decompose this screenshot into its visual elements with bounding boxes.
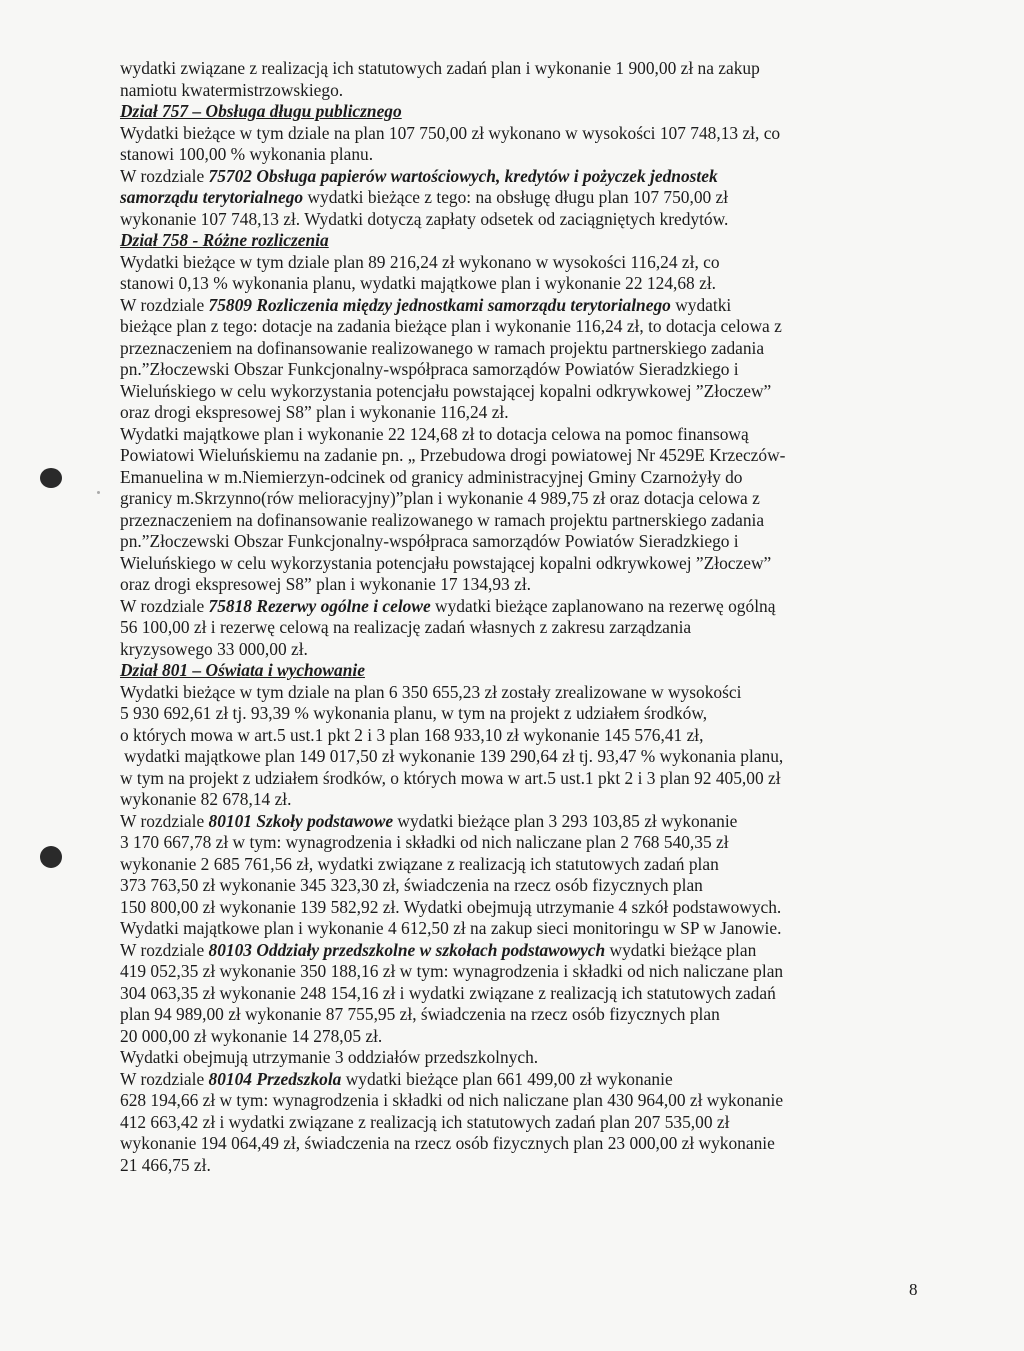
text-run: 56 100,00 zł i rezerwę celową na realizację zadań własnych z zakresu zarządzania — [120, 617, 692, 637]
text-run: pn.”Złoczewski Obszar Funkcjonalny-współpraca samorządów Powiatów Sieradzkiego i — [120, 531, 739, 551]
text-run: wydatki majątkowe plan 149 017,50 zł wykonanie 139 290,64 zł tj. 93,47 % wykonania planu, — [124, 746, 784, 766]
section-heading: Dział 801 – Oświata i wychowanie — [120, 660, 365, 680]
text-line — [120, 768, 920, 790]
text-line — [120, 273, 920, 295]
text-line — [120, 1133, 920, 1155]
text-line — [120, 746, 920, 768]
text-run: przeznaczeniem na dofinansowanie realizowanego w ramach projektu partnerskiego zadania — [120, 509, 765, 530]
chapter-title: samorządu terytorialnego — [120, 187, 304, 207]
chapter-title: 80101 Szkoły podstawowe — [208, 810, 394, 831]
text-run: wykonanie 82 678,14 zł. — [120, 789, 292, 809]
text-line — [120, 553, 920, 575]
text-run: 3 170 667,78 zł w tym: wynagrodzenia i składki od nich naliczane plan 2 768 540,35 zł — [120, 832, 729, 852]
scan-speck — [97, 491, 100, 494]
text-line — [120, 832, 920, 854]
punch-hole-top — [40, 468, 62, 488]
text-run: W rozdziale — [120, 810, 209, 831]
text-line — [120, 811, 920, 833]
text-run: przeznaczeniem na dofinansowanie realizowanego w ramach projektu partnerskiego zadania — [120, 337, 765, 358]
text-line — [120, 1047, 920, 1069]
chapter-title: 75702 Obsługa papierów wartościowych, kredytów i pożyczek jednostek — [208, 165, 718, 186]
text-run: bieżące plan z tego: dotacje na zadania bieżące plan i wykonanie 116,24 zł, to dotacja celowa z — [120, 316, 782, 336]
text-run: wydatki bieżące zaplanowano na rezerwę ogólną — [430, 595, 776, 616]
text-line — [120, 854, 920, 876]
document-body — [120, 58, 920, 1176]
text-line — [120, 682, 920, 704]
text-run: Wieluńskiego w celu wykorzystania potencjału powstającej kopalni odkrywkowej ”Złoczew” — [120, 552, 772, 573]
text-run: kryzysowego 33 000,00 zł. — [120, 638, 308, 659]
text-line — [120, 1026, 920, 1048]
text-line — [120, 123, 920, 145]
text-run: wykonanie 194 064,49 zł, świadczenia na rzecz osób fizycznych plan 23 000,00 zł wykonanie — [120, 1133, 775, 1153]
text-line — [120, 166, 920, 188]
punch-hole-bottom — [40, 846, 62, 868]
text-line — [120, 187, 920, 209]
text-run: wydatki bieżące plan 661 499,00 zł wykonanie — [341, 1068, 673, 1089]
text-line — [120, 467, 920, 489]
text-run: wydatki bieżące plan — [605, 939, 757, 960]
text-run: W rozdziale — [120, 595, 209, 616]
text-line — [120, 424, 920, 446]
text-line — [120, 940, 920, 962]
text-line — [120, 101, 920, 123]
text-run: 419 052,35 zł wykonanie 350 188,16 zł w tym: wynagrodzenia i składki od nich naliczane plan — [120, 961, 784, 981]
text-run: Emanuelina w m.Niemierzyn-odcinek od granicy administracyjnej Gminy Czarnożyły do — [120, 466, 743, 487]
text-line — [120, 531, 920, 553]
text-run: W rozdziale — [120, 1068, 209, 1089]
text-line — [120, 574, 920, 596]
text-run: wydatki bieżące z tego: na obsługę długu plan 107 750,00 zł — [303, 187, 729, 207]
text-run: Wydatki majątkowe plan i wykonanie 22 124,68 zł to dotacja celowa na pomoc finansową — [120, 423, 749, 444]
text-run: stanowi 100,00 % wykonania planu. — [120, 144, 374, 164]
text-run: wydatki — [670, 294, 732, 315]
text-line — [120, 725, 920, 747]
text-run: Wydatki bieżące w tym dziale na plan 6 350 655,23 zł zostały zrealizowane w wysokości — [120, 681, 742, 702]
text-line — [120, 144, 920, 166]
page-number: 8 — [909, 1280, 918, 1299]
text-line — [120, 596, 920, 618]
text-line — [120, 316, 920, 338]
text-run: 20 000,00 zł wykonanie 14 278,05 zł. — [120, 1025, 383, 1046]
text-line — [120, 402, 920, 424]
text-run: Powiatowi Wieluńskiemu na zadanie pn. „ Przebudowa drogi powiatowej Nr 4529E Krzeczów- — [120, 445, 786, 465]
text-line — [120, 359, 920, 381]
text-run: namiotu kwatermistrzowskiego. — [120, 79, 344, 100]
text-run: 412 663,42 zł i wydatki związane z realizacją ich statutowych zadań plan 207 535,00 zł — [120, 1111, 730, 1132]
text-run: W rozdziale — [120, 165, 209, 186]
text-run: Wydatki majątkowe plan i wykonanie 4 612,50 zł na zakup sieci monitoringu w SP w Janowie. — [120, 918, 782, 938]
text-run: o których mowa w art.5 ust.1 pkt 2 i 3 plan 168 933,10 zł wykonanie 145 576,41 zł, — [120, 724, 704, 745]
text-line — [120, 252, 920, 274]
text-run: wydatki związane z realizacją ich statutowych zadań plan i wykonanie 1 900,00 zł na zakup — [120, 58, 760, 78]
text-run: oraz drogi ekspresowej S8” plan i wykonanie 116,24 zł. — [120, 402, 509, 422]
text-run: stanowi 0,13 % wykonania planu, wydatki majątkowe plan i wykonanie 22 124,68 zł. — [120, 273, 716, 293]
text-run: w tym na projekt z udziałem środków, o których mowa w art.5 ust.1 pkt 2 i 3 plan 92 405,00 zł — [120, 767, 781, 788]
text-run: 150 800,00 zł wykonanie 139 582,92 zł. Wydatki obejmują utrzymanie 4 szkół podstawowych. — [120, 896, 782, 917]
text-line — [120, 58, 920, 80]
chapter-title: 80103 Oddziały przedszkolne w szkołach podstawowych — [208, 939, 606, 960]
text-line — [120, 80, 920, 102]
text-line — [120, 660, 920, 682]
text-run: Wydatki obejmują utrzymanie 3 oddziałów przedszkolnych. — [120, 1047, 539, 1067]
text-run: oraz drogi ekspresowej S8” plan i wykonanie 17 134,93 zł. — [120, 574, 531, 594]
text-run: pn.”Złoczewski Obszar Funkcjonalny-współpraca samorządów Powiatów Sieradzkiego i — [120, 359, 739, 379]
text-run: Wieluńskiego w celu wykorzystania potencjału powstającej kopalni odkrywkowej ”Złoczew” — [120, 380, 772, 401]
text-run: W rozdziale — [120, 294, 209, 315]
text-line — [120, 1069, 920, 1091]
text-run: wydatki bieżące plan 3 293 103,85 zł wykonanie — [393, 810, 738, 831]
text-line — [120, 617, 920, 639]
text-line — [120, 1004, 920, 1026]
text-line — [120, 381, 920, 403]
chapter-title: 75818 Rezerwy ogólne i celowe — [208, 595, 431, 616]
text-line — [120, 703, 920, 725]
text-line — [120, 1112, 920, 1134]
text-run: plan 94 989,00 zł wykonanie 87 755,95 zł, świadczenia na rzecz osób fizycznych plan — [120, 1004, 720, 1024]
text-line — [120, 897, 920, 919]
text-line — [120, 445, 920, 467]
text-line — [120, 338, 920, 360]
text-run: wykonanie 2 685 761,56 zł, wydatki związane z realizacją ich statutowych zadań plan — [120, 853, 719, 874]
text-line — [120, 295, 920, 317]
text-line — [120, 1155, 920, 1177]
text-line — [120, 639, 920, 661]
text-line — [120, 1090, 920, 1112]
text-line — [120, 918, 920, 940]
text-run: granicy m.Skrzynno(rów melioracyjny)”plan i wykonanie 4 989,75 zł oraz dotacja celowa z — [120, 488, 760, 508]
text-line — [120, 230, 920, 252]
text-line — [120, 209, 920, 231]
text-run: 5 930 692,61 zł tj. 93,39 % wykonania planu, w tym na projekt z udziałem środków, — [120, 703, 708, 723]
text-run: 21 466,75 zł. — [120, 1154, 211, 1175]
text-run: Wydatki bieżące w tym dziale plan 89 216,24 zł wykonano w wysokości 116,24 zł, co — [120, 251, 720, 272]
section-heading: Dział 757 – Obsługa długu publicznego — [120, 101, 402, 121]
text-line — [120, 961, 920, 983]
chapter-title: 75809 Rozliczenia między jednostkami samorządu terytorialnego — [208, 294, 671, 315]
text-run: W rozdziale — [120, 939, 209, 960]
chapter-title: 80104 Przedszkola — [208, 1068, 342, 1089]
text-line — [120, 875, 920, 897]
text-run: 628 194,66 zł w tym: wynagrodzenia i składki od nich naliczane plan 430 964,00 zł wykonanie — [120, 1090, 784, 1110]
text-run: wykonanie 107 748,13 zł. Wydatki dotyczą zapłaty odsetek od zaciągniętych kredytów. — [120, 208, 729, 229]
text-line — [120, 789, 920, 811]
text-line — [120, 510, 920, 532]
text-run: Wydatki bieżące w tym dziale na plan 107 750,00 zł wykonano w wysokości 107 748,13 zł, co — [120, 122, 781, 143]
text-run: 304 063,35 zł wykonanie 248 154,16 zł i wydatki związane z realizacją ich statutowych zadań — [120, 982, 776, 1003]
section-heading: Dział 758 - Różne rozliczenia — [120, 230, 329, 250]
text-run: 373 763,50 zł wykonanie 345 323,30 zł, świadczenia na rzecz osób fizycznych plan — [120, 875, 703, 895]
text-line — [120, 983, 920, 1005]
text-line — [120, 488, 920, 510]
